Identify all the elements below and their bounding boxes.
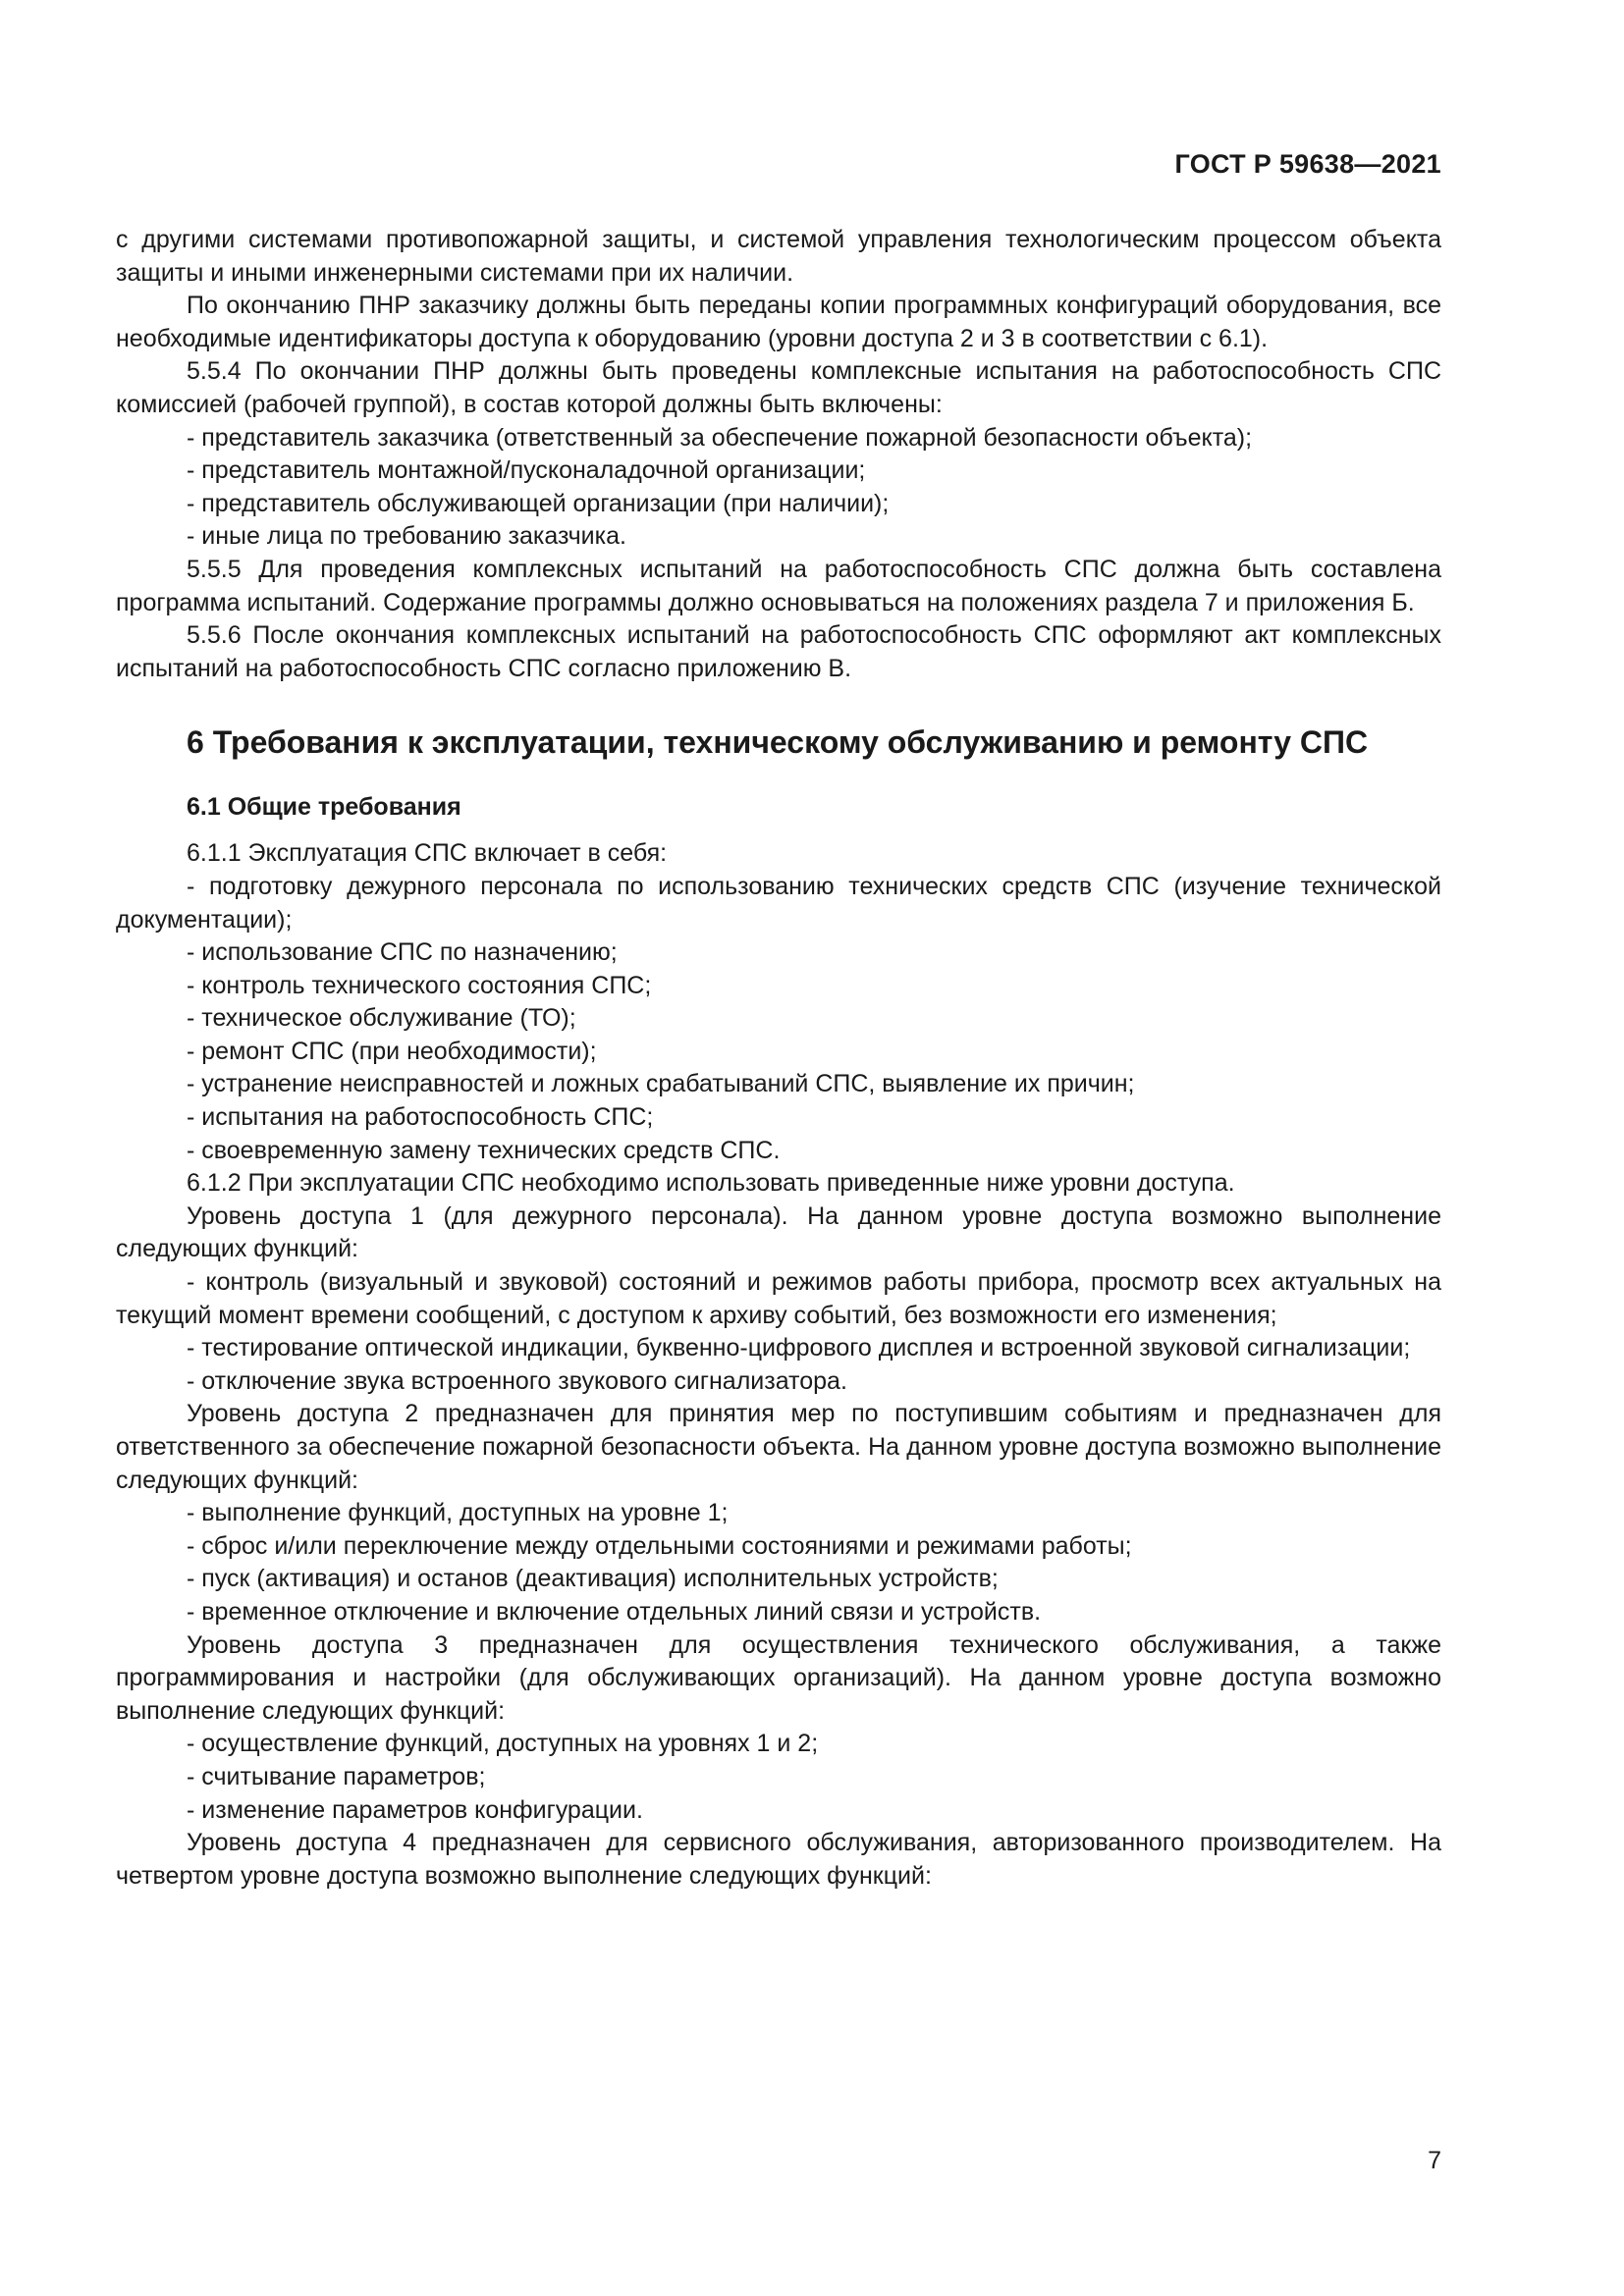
list-item: - подготовку дежурного персонала по использованию технических средств СПС (изучение технической документации); bbox=[116, 872, 1441, 934]
paragraph: По окончанию ПНР заказчику должны быть переданы копии программных конфигураций оборудования, все необходимые идентификаторы доступа к оборудованию (уровни доступа 2 и 3 в соответствии с 6.1). bbox=[116, 292, 1441, 352]
paragraph-6-1-1: 6.1.1 Эксплуатация СПС включает в себя: bbox=[187, 839, 668, 868]
list-item: - выполнение функций, доступных на уровне 1; bbox=[187, 1499, 729, 1527]
list-item: - техническое обслуживание (ТО); bbox=[187, 1004, 576, 1033]
paragraph-5-5-4: 5.5.4 По окончании ПНР должны быть проведены комплексные испытания на работоспособность СПС комиссией (рабочей группой), в состав которой должны быть включены: bbox=[116, 357, 1441, 418]
list-item: - осуществление функций, доступных на уровнях 1 и 2; bbox=[187, 1730, 819, 1758]
paragraph-5-5-6: 5.5.6 После окончания комплексных испытаний на работоспособность СПС оформляют акт комплексных испытаний на работоспособность СПС согласно приложению В. bbox=[116, 621, 1441, 682]
list-item: - своевременную замену технических средств СПС. bbox=[187, 1136, 781, 1164]
list-item: - контроль (визуальный и звуковой) состояний и режимов работы прибора, просмотр всех актуальных на текущий момент времени сообщений, с доступом к архиву событий, без возможности его изменения; bbox=[116, 1268, 1441, 1329]
list-item: - изменение параметров конфигурации. bbox=[187, 1795, 643, 1824]
list-item: - представитель монтажной/пусконаладочной организации; bbox=[187, 456, 866, 485]
list-item: - представитель заказчика (ответственный за обеспечение пожарной безопасности объекта); bbox=[187, 423, 1253, 452]
document-body bbox=[116, 224, 1441, 1893]
paragraph-5-5-5: 5.5.5 Для проведения комплексных испытаний на работоспособность СПС должна быть составлена программа испытаний. Содержание программы должно основываться на положениях раздела 7 и приложения Б. bbox=[116, 555, 1441, 616]
list-item: - считывание параметров; bbox=[187, 1762, 486, 1790]
list-item: - временное отключение и включение отдельных линий связи и устройств. bbox=[187, 1597, 1042, 1626]
list-item: - контроль технического состояния СПС; bbox=[187, 971, 652, 999]
paragraph-access-level-4: Уровень доступа 4 предназначен для сервисного обслуживания, авторизованного производителем. На четвертом уровне доступа возможно выполнение следующих функций: bbox=[116, 1829, 1441, 1890]
list-item: - сброс и/или переключение между отдельными состояниями и режимами работы; bbox=[187, 1531, 1132, 1560]
paragraph-access-level-1: Уровень доступа 1 (для дежурного персонала). На данном уровне доступа возможно выполнение следующих функций: bbox=[116, 1201, 1441, 1263]
list-item: - представитель обслуживающей организации (при наличии); bbox=[187, 489, 890, 517]
list-item: - устранение неисправностей и ложных срабатываний СПС, выявление их причин; bbox=[187, 1070, 1135, 1098]
paragraph-access-level-2: Уровень доступа 2 предназначен для принятия мер по поступившим событиям и предназначен для ответственного за обеспечение пожарной безопасности объекта. На данном уровне доступа возможно выполнение следующих функций: bbox=[116, 1400, 1441, 1494]
subsection-6-1-heading: 6.1 Общие требования bbox=[187, 793, 461, 822]
paragraph-access-level-3: Уровень доступа 3 предназначен для осуществления технического обслуживания, а также программирования и настройки (для обслуживающих организаций). На данном уровне доступа возможно выполнение следующих функций: bbox=[116, 1630, 1441, 1725]
list-item: - отключение звука встроенного звукового сигнализатора. bbox=[187, 1366, 847, 1395]
paragraph: с другими системами противопожарной защиты, и системой управления технологическим процессом объекта защиты и иными инженерными системами при их наличии. bbox=[116, 226, 1441, 287]
page-number: 7 bbox=[1428, 2147, 1441, 2174]
section-6-heading: 6 Требования к эксплуатации, техническому обслуживанию и ремонту СПС bbox=[187, 724, 1369, 761]
list-item: - испытания на работоспособность СПС; bbox=[187, 1103, 654, 1132]
list-item: - использование СПС по назначению; bbox=[187, 938, 618, 967]
list-item: - тестирование оптической индикации, буквенно-цифрового дисплея и встроенной звуковой сигнализации; bbox=[187, 1334, 1411, 1362]
list-item: - иные лица по требованию заказчика. bbox=[187, 522, 626, 551]
paragraph-6-1-2: 6.1.2 При эксплуатации СПС необходимо использовать приведенные ниже уровни доступа. bbox=[187, 1169, 1235, 1198]
standard-code: ГОСТ Р 59638—2021 bbox=[1174, 149, 1441, 179]
list-item: - пуск (активация) и останов (деактивация) исполнительных устройств; bbox=[187, 1565, 999, 1593]
list-item: - ремонт СПС (при необходимости); bbox=[187, 1037, 597, 1065]
